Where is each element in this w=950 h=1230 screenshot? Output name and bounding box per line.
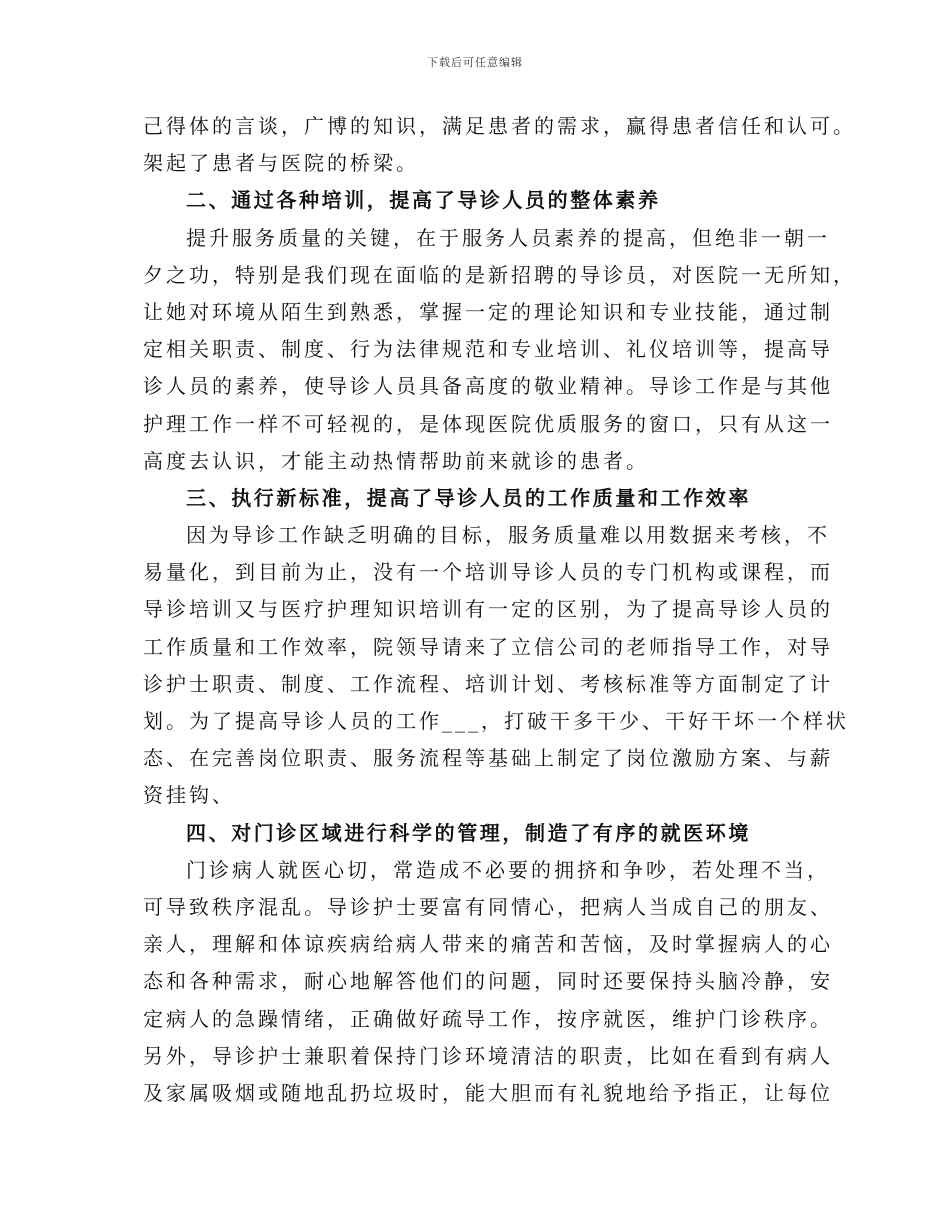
paragraph-line: 定相关职责、制度、行为法律规范和专业培训、礼仪培训等，提高导 [143, 337, 833, 362]
paragraph-line: 因为导诊工作缺乏明确的目标，服务质量难以用数据来考核，不 [186, 523, 830, 548]
document-body [143, 108, 856, 1112]
paragraph-line: 门诊病人就医心切，常造成不必要的拥挤和争吵，若处理不当， [186, 857, 830, 882]
section-heading-2: 二、通过各种培训，提高了导诊人员的整体素养 [186, 188, 661, 213]
section-heading-3: 三、执行新标准，提高了导诊人员的工作质量和工作效率 [186, 485, 751, 510]
paragraph-line: 诊护士职责、制度、工作流程、培训计划、考核标准等方面制定了计 [143, 671, 833, 696]
paragraph-line: 态和各种需求，耐心地解答他们的问题，同时还要保持头脑冷静，安 [143, 969, 833, 994]
paragraph-line: 亲人，理解和体谅疾病给病人带来的痛苦和苦恼，及时掌握病人的心 [143, 932, 833, 957]
paragraph-line: 护理工作一样不可轻视的，是体现医院优质服务的窗口，只有从这一 [143, 411, 833, 436]
section-heading-4: 四、对门诊区域进行科学的管理，制造了有序的就医环境 [186, 820, 751, 845]
paragraph-line: 架起了患者与医院的桥梁。 [143, 151, 419, 176]
paragraph-line: 诊人员的素养，使导诊人员具备高度的敬业精神。导诊工作是与其他 [143, 374, 833, 399]
paragraph-line: 态、在完善岗位职责、服务流程等基础上制定了岗位激励方案、与薪 [143, 746, 833, 771]
paragraph-line: 定病人的急躁情绪，正确做好疏导工作，按序就医，维护门诊秩序。 [143, 1006, 833, 1031]
paragraph-line: 可导致秩序混乱。导诊护士要富有同情心，把病人当成自己的朋友、 [143, 894, 833, 919]
paragraph-line: 工作质量和工作效率，院领导请来了立信公司的老师指导工作，对导 [143, 634, 833, 659]
paragraph-line: 导诊培训又与医疗护理知识培训有一定的区别，为了提高导诊人员的 [143, 597, 833, 622]
paragraph-line: 让她对环境从陌生到熟悉，掌握一定的理论知识和专业技能，通过制 [143, 299, 833, 324]
paragraph-line: 资挂钩、 [143, 783, 235, 808]
paragraph-line: 划。为了提高导诊人员的工作___，打破干多干少、干好干坏一个样状 [143, 709, 849, 733]
page-header: 下载后可任意编辑 [427, 56, 523, 69]
paragraph-line: 另外，导诊护士兼职着保持门诊环境清洁的职责，比如在看到有病人 [143, 1043, 833, 1068]
paragraph-line: 高度去认识，才能主动热情帮助前来就诊的患者。 [143, 448, 649, 473]
paragraph-line: 己得体的言谈，广博的知识，满足患者的需求，赢得患者信任和认可。 [143, 114, 856, 138]
paragraph-line: 易量化，到目前为止，没有一个培训导诊人员的专门机构或课程，而 [143, 560, 833, 585]
paragraph-line: 提升服务质量的关键，在于服务人员素养的提高，但绝非一朝一 [186, 225, 830, 250]
paragraph-line: 夕之功，特别是我们现在面临的是新招聘的导诊员，对医院一无所知， [143, 262, 856, 287]
paragraph-line: 及家属吸烟或随地乱扔垃圾时，能大胆而有礼貌地给予指正，让每位 [143, 1080, 833, 1105]
